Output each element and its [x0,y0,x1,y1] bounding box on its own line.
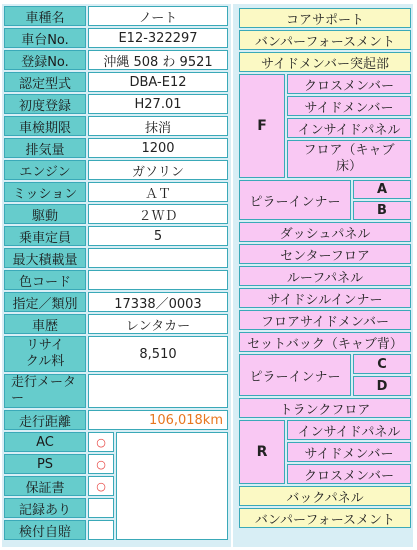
part-floor-side-member: フロアサイドメンバー [239,310,411,330]
pillar-a: A [353,180,411,199]
part-front-inside-panel: インサイドパネル [287,118,411,138]
value-drive: ２ＷＤ [88,204,228,224]
part-rear-cross-member: クロスメンバー [287,464,411,484]
value-registration-no: 沖縄 508 わ 9521 [88,50,228,70]
part-core-support: コアサポート [239,8,411,28]
label-seating-capacity: 乗車定員 [4,226,86,246]
mark-warranty: ○ [88,476,114,496]
label-history: 車歴 [4,314,86,334]
part-side-member-tip: サイドメンバー突起部 [239,52,411,72]
mark-records [88,498,114,518]
label-recycling-fee: リサイクル料 [4,336,86,372]
part-side-sill-inner: サイドシルインナー [239,288,411,308]
part-trunk-floor: トランクフロア [239,398,411,418]
part-bumper-reinforcement-rear: バンパーフォースメント [239,508,411,528]
part-front-side-member: サイドメンバー [287,96,411,116]
value-model-name: ノート [88,6,228,26]
part-front-floor: フロア（キャブ床） [287,140,411,178]
part-roof-panel: ルーフパネル [239,266,411,286]
label-displacement: 排気量 [4,138,86,158]
label-color-code: 色コード [4,270,86,290]
label-inspection-insurance: 検付自賠 [4,520,86,540]
part-pillar-inner-rear: ピラーインナー [239,354,351,396]
part-rear-inside-panel: インサイドパネル [287,420,411,440]
value-recycling-fee: 8,510 [88,336,228,372]
label-first-registration: 初度登録 [4,94,86,114]
value-designation-class: 17338／0003 [88,292,228,312]
mark-ac: ○ [88,432,114,452]
label-records: 記録あり [4,498,86,518]
label-warranty: 保証書 [4,476,86,496]
part-back-panel: バックパネル [239,486,411,506]
front-group-label: F [239,74,285,178]
part-center-floor: センターフロア [239,244,411,264]
value-mileage: 106,018km [88,410,228,430]
value-seating-capacity: 5 [88,226,228,246]
rear-group-label: R [239,420,285,484]
pillar-c: C [353,354,411,374]
value-color-code [88,270,228,290]
mark-ps: ○ [88,454,114,474]
label-ac: AC [4,432,86,452]
label-max-load: 最大積載量 [4,248,86,268]
value-odometer-meter [88,374,228,408]
label-registration-no: 登録No. [4,50,86,70]
value-chassis-no: E12-322297 [88,28,228,48]
value-model-code: DBA-E12 [88,72,228,92]
pillar-b: B [353,201,411,220]
part-bumper-reinforcement-front: バンパーフォースメント [239,30,411,50]
label-inspection-expiry: 車検期限 [4,116,86,136]
mark-inspection-insurance [88,520,114,540]
value-history: レンタカー [88,314,228,334]
label-model-name: 車種名 [4,6,86,26]
label-designation-class: 指定／類別 [4,292,86,312]
value-displacement: 1200 [88,138,228,158]
value-engine: ガソリン [88,160,228,180]
label-model-code: 認定型式 [4,72,86,92]
value-first-registration: H27.01 [88,94,228,114]
value-max-load [88,248,228,268]
part-pillar-inner-front: ピラーインナー [239,180,351,220]
label-engine: エンジン [4,160,86,180]
pillar-d: D [353,376,411,396]
label-transmission: ミッション [4,182,86,202]
label-odometer-meter: 走行メーター [4,374,86,408]
part-dash-panel: ダッシュパネル [239,222,411,242]
label-ps: PS [4,454,86,474]
part-front-cross-member: クロスメンバー [287,74,411,94]
value-transmission: ＡＴ [88,182,228,202]
equipment-notes-area [116,432,228,540]
part-setback: セットバック（キャブ背） [239,332,411,352]
label-mileage: 走行距離 [4,410,86,430]
label-drive: 駆動 [4,204,86,224]
label-chassis-no: 車台No. [4,28,86,48]
part-rear-side-member: サイドメンバー [287,442,411,462]
value-inspection-expiry: 抹消 [88,116,228,136]
